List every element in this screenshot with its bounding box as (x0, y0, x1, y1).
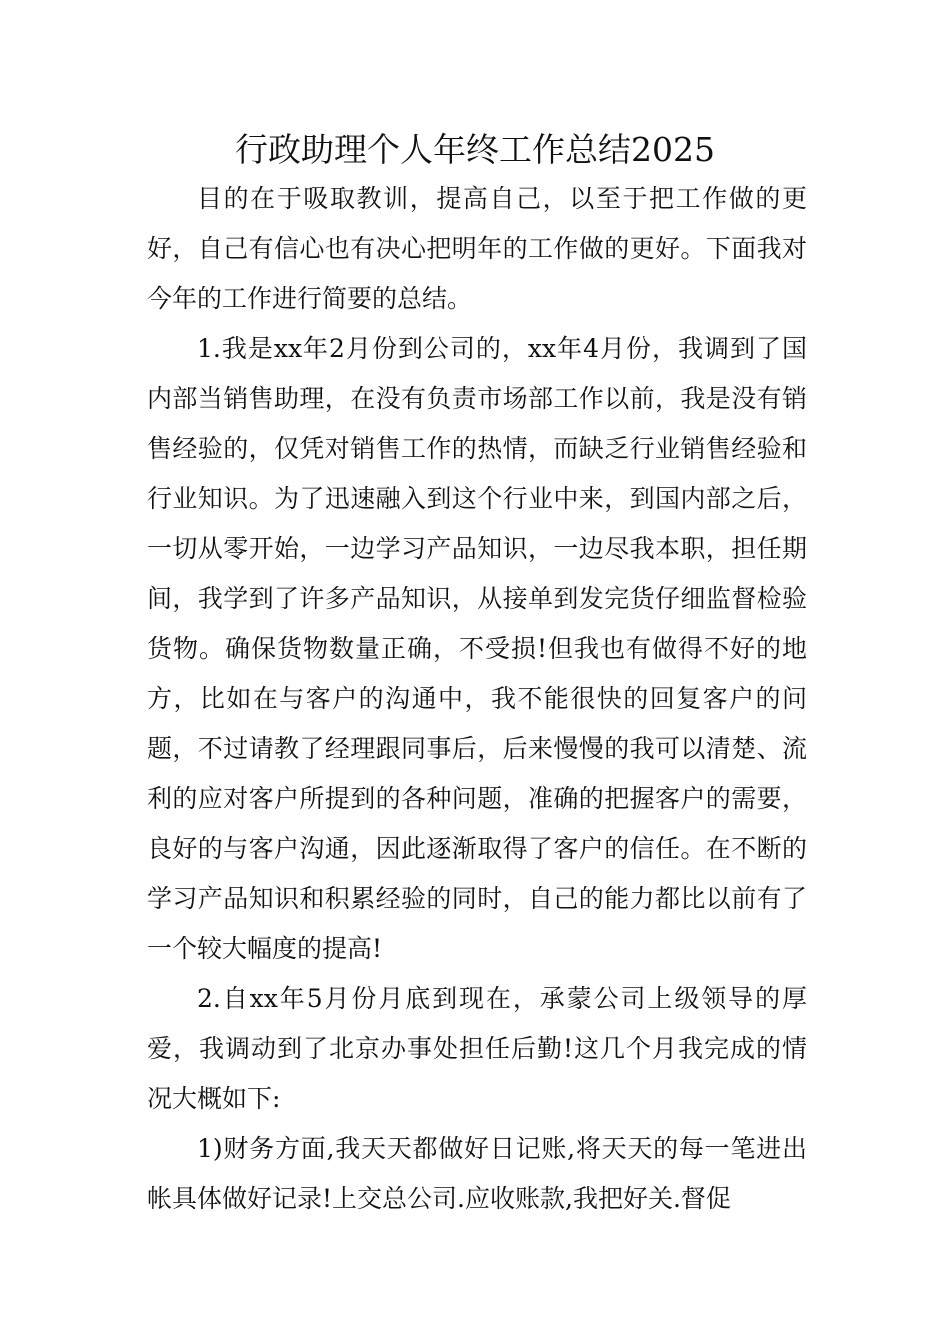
paragraph-item-2: 2.自xx年5月份月底到现在，承蒙公司上级领导的厚爱，我调动到了北京办事处担任后勤!这几个月我完成的情况大概如下: (147, 984, 807, 1113)
paragraph-item-1: 1.我是xx年2月份到公司的，xx年4月份，我调到了国内部当销售助理，在没有负责市场部工作以前，我是没有销售经验的，仅凭对销售工作的热情，而缺乏行业销售经验和行业知识。为了迅速融入到这个行业中来，到国内部之后，一切从零开始，一边学习产品知识，一边尽我本职，担任期间，我学到了许多产品知识，从接单到发完货仔细监督检验货物。确保货物数量正确，不受损!但我也有做得不好的地方，比如在与客户的沟通中，我不能很快的回复客户的问题，不过请教了经理跟同事后，后来慢慢的我可以清楚、流利的应对客户所提到的各种问题，准确的把握客户的需要，良好的与客户沟通，因此逐渐取得了客户的信任。在不断的学习产品知识和积累经验的同时，自己的能力都比以前有了一个较大幅度的提高! (147, 334, 807, 963)
document-title: 行政助理个人年终工作总结2025 (235, 130, 715, 169)
paragraph-finance: 1)财务方面,我天天都做好日记账,将天天的每一笔进出帐具体做好记录!上交总公司.应收账款,我把好关.督促 (147, 1134, 807, 1213)
paragraph-intro: 目的在于吸取教训，提高自己，以至于把工作做的更好，自己有信心也有决心把明年的工作做的更好。下面我对今年的工作进行简要的总结。 (147, 184, 807, 313)
document-body (147, 174, 807, 1224)
